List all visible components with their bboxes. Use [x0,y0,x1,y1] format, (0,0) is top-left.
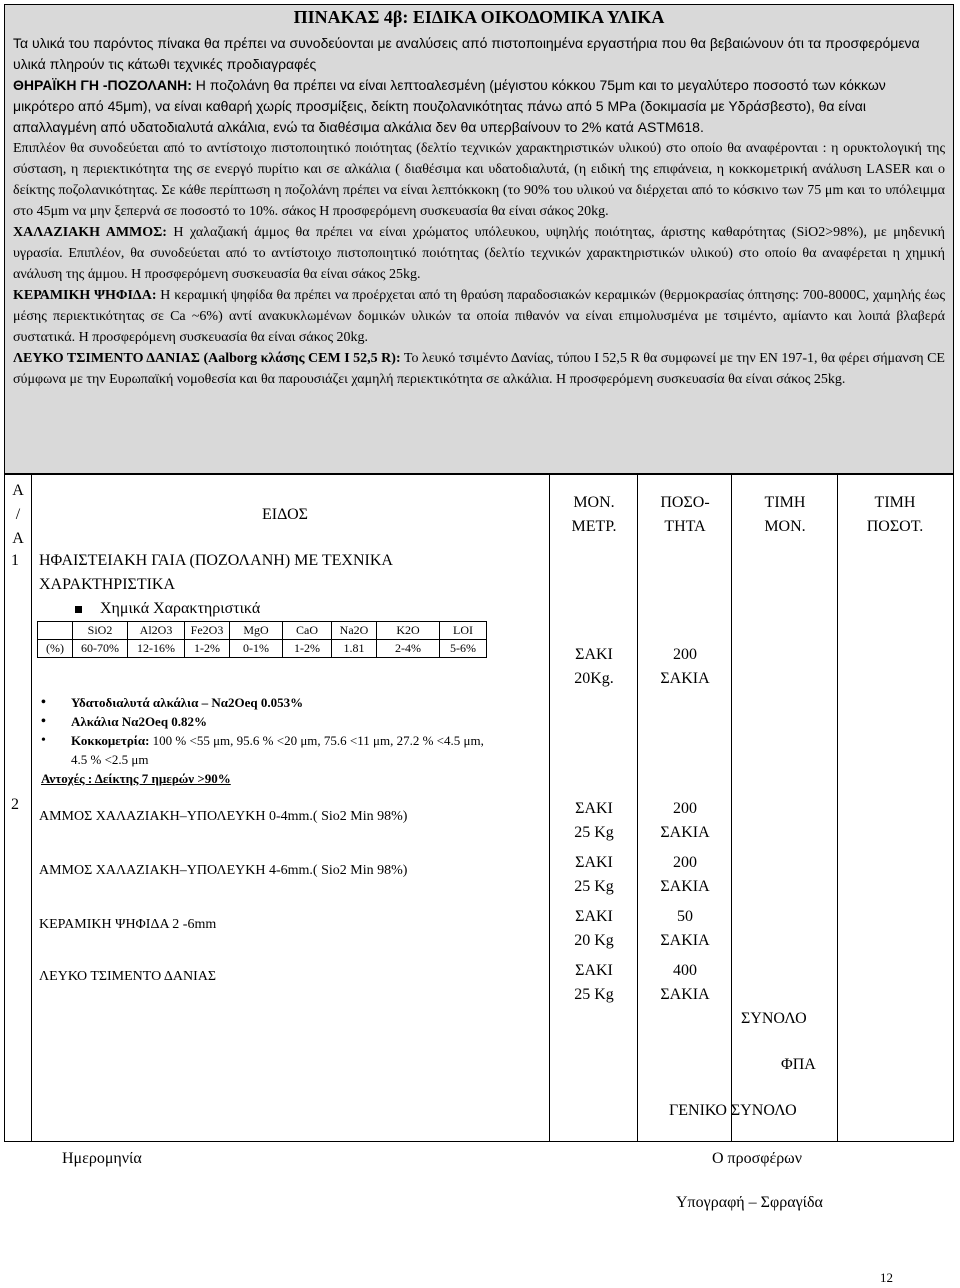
chem-cell: 60-70% [73,640,128,658]
chem-cell [38,622,73,640]
spec-ceramic-text: Η κεραμική ψηφίδα θα πρέπει να προέρχεται από τη θραύση παραδοσιακών κεραμικών (θερμοκρασίας όπτησης: 700-8000C, χαμηλής έως μέσης περιεκτικότητας σε Ca ~6%) αντί ανακυκλωμένων δομικών υλικών τα οποία πιθανόν να είναι επιμολυσμένα με τσιμέντο, αμίαντο και λοιπά βλαβερά συστατικά. Η προσφερόμενη συσκευασία θα είναι σάκος 20kg. [13,288,945,345]
header-qty [639,491,731,539]
unit-line: 20 Kg [574,932,614,949]
chem-cell: Fe2O3 [185,622,230,640]
qty-line: 200 [673,800,697,817]
chem-cell: 5-6% [440,640,487,658]
qty-line: 50 [677,908,693,925]
header-qty-line: ΠΟΣΟ- [660,494,710,511]
chem-heading [75,597,260,621]
row1-qty-line: ΣΑΚΙΑ [660,670,710,687]
chem-value-row [38,640,487,658]
row2-item-unit [551,797,637,845]
spec-sand [13,222,945,285]
chem-cell: 1-2% [283,640,332,658]
chem-cell: MgO [230,622,283,640]
chem-cell: (%) [38,640,73,658]
unit-line: 25 Kg [574,824,614,841]
qty-line: ΣΑΚΙΑ [660,986,710,1003]
header-unit-line: ΜΟΝ. [573,494,615,511]
header-price [733,491,837,539]
row1-unit [551,643,637,691]
column-divider [549,475,550,1141]
bullet-grading-text: 100 % <55 μm, 95.6 % <20 μm, 75.6 <11 μm, 27.2 % <4.5 μm, 4.5 % <2.5 μm [71,733,484,767]
chemical-table [37,621,487,658]
unit-line: ΣΑΚΙ [575,800,613,817]
chem-cell: 12-16% [128,640,185,658]
row2-item-name: ΚΕΡΑΜΙΚΗ ΨΗΦΙΔΑ 2 -6mm [39,917,217,932]
header-price-line: ΤΙΜΗ [764,494,806,511]
spec-ceramic-label: ΚΕΡΑΜΙΚΗ ΨΗΦΙΔΑ: [13,288,157,303]
price-table [4,474,954,1142]
spec-cement-text: Το λευκό τσιμέντο Δανίας, τύπου I 52,5 R θα συμφωνεί με την EN 197-1, θα φέρει σήμανση CE σύμφωνα με την Ευρωπαϊκή νομοθεσία και θα παρουσιάζει χαμηλή περιεκτικότητα σε αλκάλια. Η προσφερόμενη συσκευασία θα είναι σάκος 25kg. [13,351,945,387]
spec-title: ΠΙΝΑΚΑΣ 4β: ΕΙΔΙΚΑ ΟΙΚΟΔΟΜΙΚΑ ΥΛΙΚΑ [293,7,665,27]
row1-unit-line: ΣΑΚΙ [575,646,613,663]
chem-cell: LOI [440,622,487,640]
spec-pozzolan-extra: Επιπλέον θα συνοδεύεται από το αντίστοιχο πιστοποιητικό ποιότητας (δελτίο τεχνικών χαρακτηριστικών υλικού) στο οποίο θα αναφέρονται : η ορυκτολογική της σύσταση, η περιεκτικότητα της σε ενεργό πυρίτιο και σε αλκάλια ( διαθέσιμα και υδατοδιαλυτά, (η ειδική της επιφάνεια, η κοκκομετρική ανάλυση LASER και ο δείκτης ποζολανικότητας. Σε κάθε περίπτωση η ποζολάνη πρέπει να είναι λεπτόκκοκη (το 90% του υλικού να διέρχεται από το κόσκινο των 75 μm και το υπόλειμμα στο 45μm να μην ξεπερνά σε ποσοστό το 10%. σάκος Η προσφερόμενη συσκευασία θα είναι σάκος 20kg. [13,141,945,219]
qty-line: ΣΑΚΙΑ [660,932,710,949]
row2-item-unit [551,905,637,953]
chem-cell: Al2O3 [128,622,185,640]
header-qty-line: ΤΗΤΑ [664,518,706,535]
header-total-line: ΠΟΣΟΤ. [866,518,924,535]
chem-cell: CaO [283,622,332,640]
unit-line: ΣΑΚΙ [575,854,613,871]
header-price-line: ΜΟΝ. [764,518,806,535]
unit-line: 25 Kg [574,986,614,1003]
row1-title [39,549,393,597]
unit-line: 25 Kg [574,878,614,895]
chem-cell: K2O [377,622,440,640]
row1-bullets [41,693,491,788]
spec-body [13,33,945,390]
row2-item-name: ΑΜΜΟΣ ΧΑΛΑΖΙΑΚΗ–ΥΠΟΛΕΥΚΗ 4-6mm.( Sio2 Min 98%) [39,863,408,878]
spec-pozzolan-text: Η ποζολάνη θα πρέπει να είναι λεπτοαλεσμένη (μέγιστου κόκκου 75μm και το μεγαλύτερο ποσοστό των κόκκων μικρότερο από 45μm), να είναι καθαρή χωρίς προσμίξεις, δείκτη πουζολανικότητας πάνω από 5 MPa (δοκιμασία με Υδράσβεστο), θα είναι απαλλαγμένη από υδατοδιαλυτά αλκάλια, ενώ τα διαθέσιμα αλκάλια δεν θα υπερβαίνουν το 2% κατά ASTM618. [13,77,886,135]
chem-cell: 1-2% [185,640,230,658]
spec-cement [13,348,945,390]
bullet-grading [41,731,491,769]
row2-item-unit [551,959,637,1007]
chem-heading-text: Χημικά Χαρακτηριστικά [100,600,261,617]
page-number: 12 [880,1270,893,1285]
unit-line: ΣΑΚΙ [575,962,613,979]
chem-cell: 1.81 [332,640,377,658]
header-aa-line: Α [12,530,24,547]
date-label: Ημερομηνία [62,1150,142,1167]
row2-item-qty [639,797,731,845]
row1-title-line: ΧΑΡΑΚΤΗΡΙΣΤΙΚΑ [39,576,176,593]
unit-line: ΣΑΚΙ [575,908,613,925]
row1-qty-line: 200 [673,646,697,663]
spec-sand-text: Η χαλαζιακή άμμος θα πρέπει να είναι χρώματος υπόλευκου, υψηλής ποιότητας, άριστης καθαρότητας (SiO2>98%), με μηδενική υγρασία. Επιπλέον, θα συνοδεύεται από το αντίστοιχο πιστοποιητικό ποιότητας (δελτίο τεχνικών χαρακτηριστικών υλικού) στο οποίο θα αναφέρεται η χημική ανάλυση της άμμου. Η προσφερόμενη συσκευασία θα είναι σάκος 25kg. [13,225,946,282]
qty-line: ΣΑΚΙΑ [660,824,710,841]
chem-cell: 2-4% [377,640,440,658]
chem-cell: SiO2 [73,622,128,640]
header-aa-line: Α [12,482,24,499]
chem-cell: 0-1% [230,640,283,658]
spec-pozzolan [13,75,945,138]
row2-item-unit [551,851,637,899]
signature-label: Υπογραφή – Σφραγίδα [676,1194,823,1211]
header-aa [7,479,29,551]
square-bullet-icon [75,606,82,613]
bullet-grading-label: Κοκκομετρία: [71,733,150,748]
qty-line: ΣΑΚΙΑ [660,878,710,895]
chem-header-row [38,622,487,640]
bidder-label: Ο προσφέρων [712,1150,802,1167]
header-total [839,491,951,539]
qty-line: 200 [673,854,697,871]
column-divider [637,475,638,1141]
header-item: ΕΙΔΟΣ [262,506,308,523]
qty-line: 400 [673,962,697,979]
bullet-soluble-alkali: • Υδατοδιαλυτά αλκάλια – Να2Οeq 0.053% [41,693,491,712]
row2-item-qty [639,851,731,899]
row1-title-line: ΗΦΑΙΣΤΕΙΑΚΗ ΓΑΙΑ (ΠΟΖΟΛΑΝΗ) ΜΕ ΤΕΧΝΙΚΑ [39,552,393,569]
row2-item-qty [639,959,731,1007]
spec-cement-label: ΛΕΥΚΟ ΤΣΙΜΕΝΤΟ ΔΑΝΙΑΣ (Aalborg κλάσης CEM I 52,5 R): [13,351,401,366]
row1-number: 1 [11,552,19,569]
spec-box [4,4,954,474]
row2-item-qty [639,905,731,953]
header-unit [551,491,637,539]
bullet-alkali: • Αλκάλια Να2Οeq 0.82% [41,712,491,731]
header-total-line: ΤΙΜΗ [874,494,916,511]
column-divider [837,475,838,1141]
column-divider [31,475,32,1141]
row2-number: 2 [11,796,19,813]
spec-intro: Τα υλικά του παρόντος πίνακα θα πρέπει να συνοδεύονται με αναλύσεις από πιστοποιημένα εργαστήρια που θα βεβαιώνουν ότι τα προσφερόμενα υλικά πληρούν τις κάτωθι τεχνικές προδιαγραφές [13,35,920,72]
column-divider [731,475,732,1141]
spec-ceramic [13,285,945,348]
grand-total-label: ΓΕΝΙΚΟ ΣΥΝΟΛΟ [669,1102,797,1119]
row1-qty [639,643,731,691]
row2-item-name: ΑΜΜΟΣ ΧΑΛΑΖΙΑΚΗ–ΥΠΟΛΕΥΚΗ 0-4mm.( Sio2 Min 98%) [39,809,408,824]
chem-cell: Na2O [332,622,377,640]
header-unit-line: ΜΕΤΡ. [571,518,617,535]
row2-item-name: ΛΕΥΚΟ ΤΣΙΜΕΝΤΟ ΔΑΝΙΑΣ [39,969,217,984]
total-label: ΣΥΝΟΛΟ [741,1010,807,1027]
header-aa-line: / [15,506,21,523]
strength-line: Αντοχές : Δείκτης 7 ημερών >90% [41,771,231,786]
spec-pozzolan-label: ΘΗΡΑΪΚΗ ΓΗ -ΠΟΖΟΛΑΝΗ: [13,77,192,93]
spec-sand-label: ΧΑΛΑΖΙΑΚΗ ΑΜΜΟΣ: [13,225,167,240]
row1-unit-line: 20Kg. [574,670,614,687]
vat-label: ΦΠΑ [781,1056,816,1073]
